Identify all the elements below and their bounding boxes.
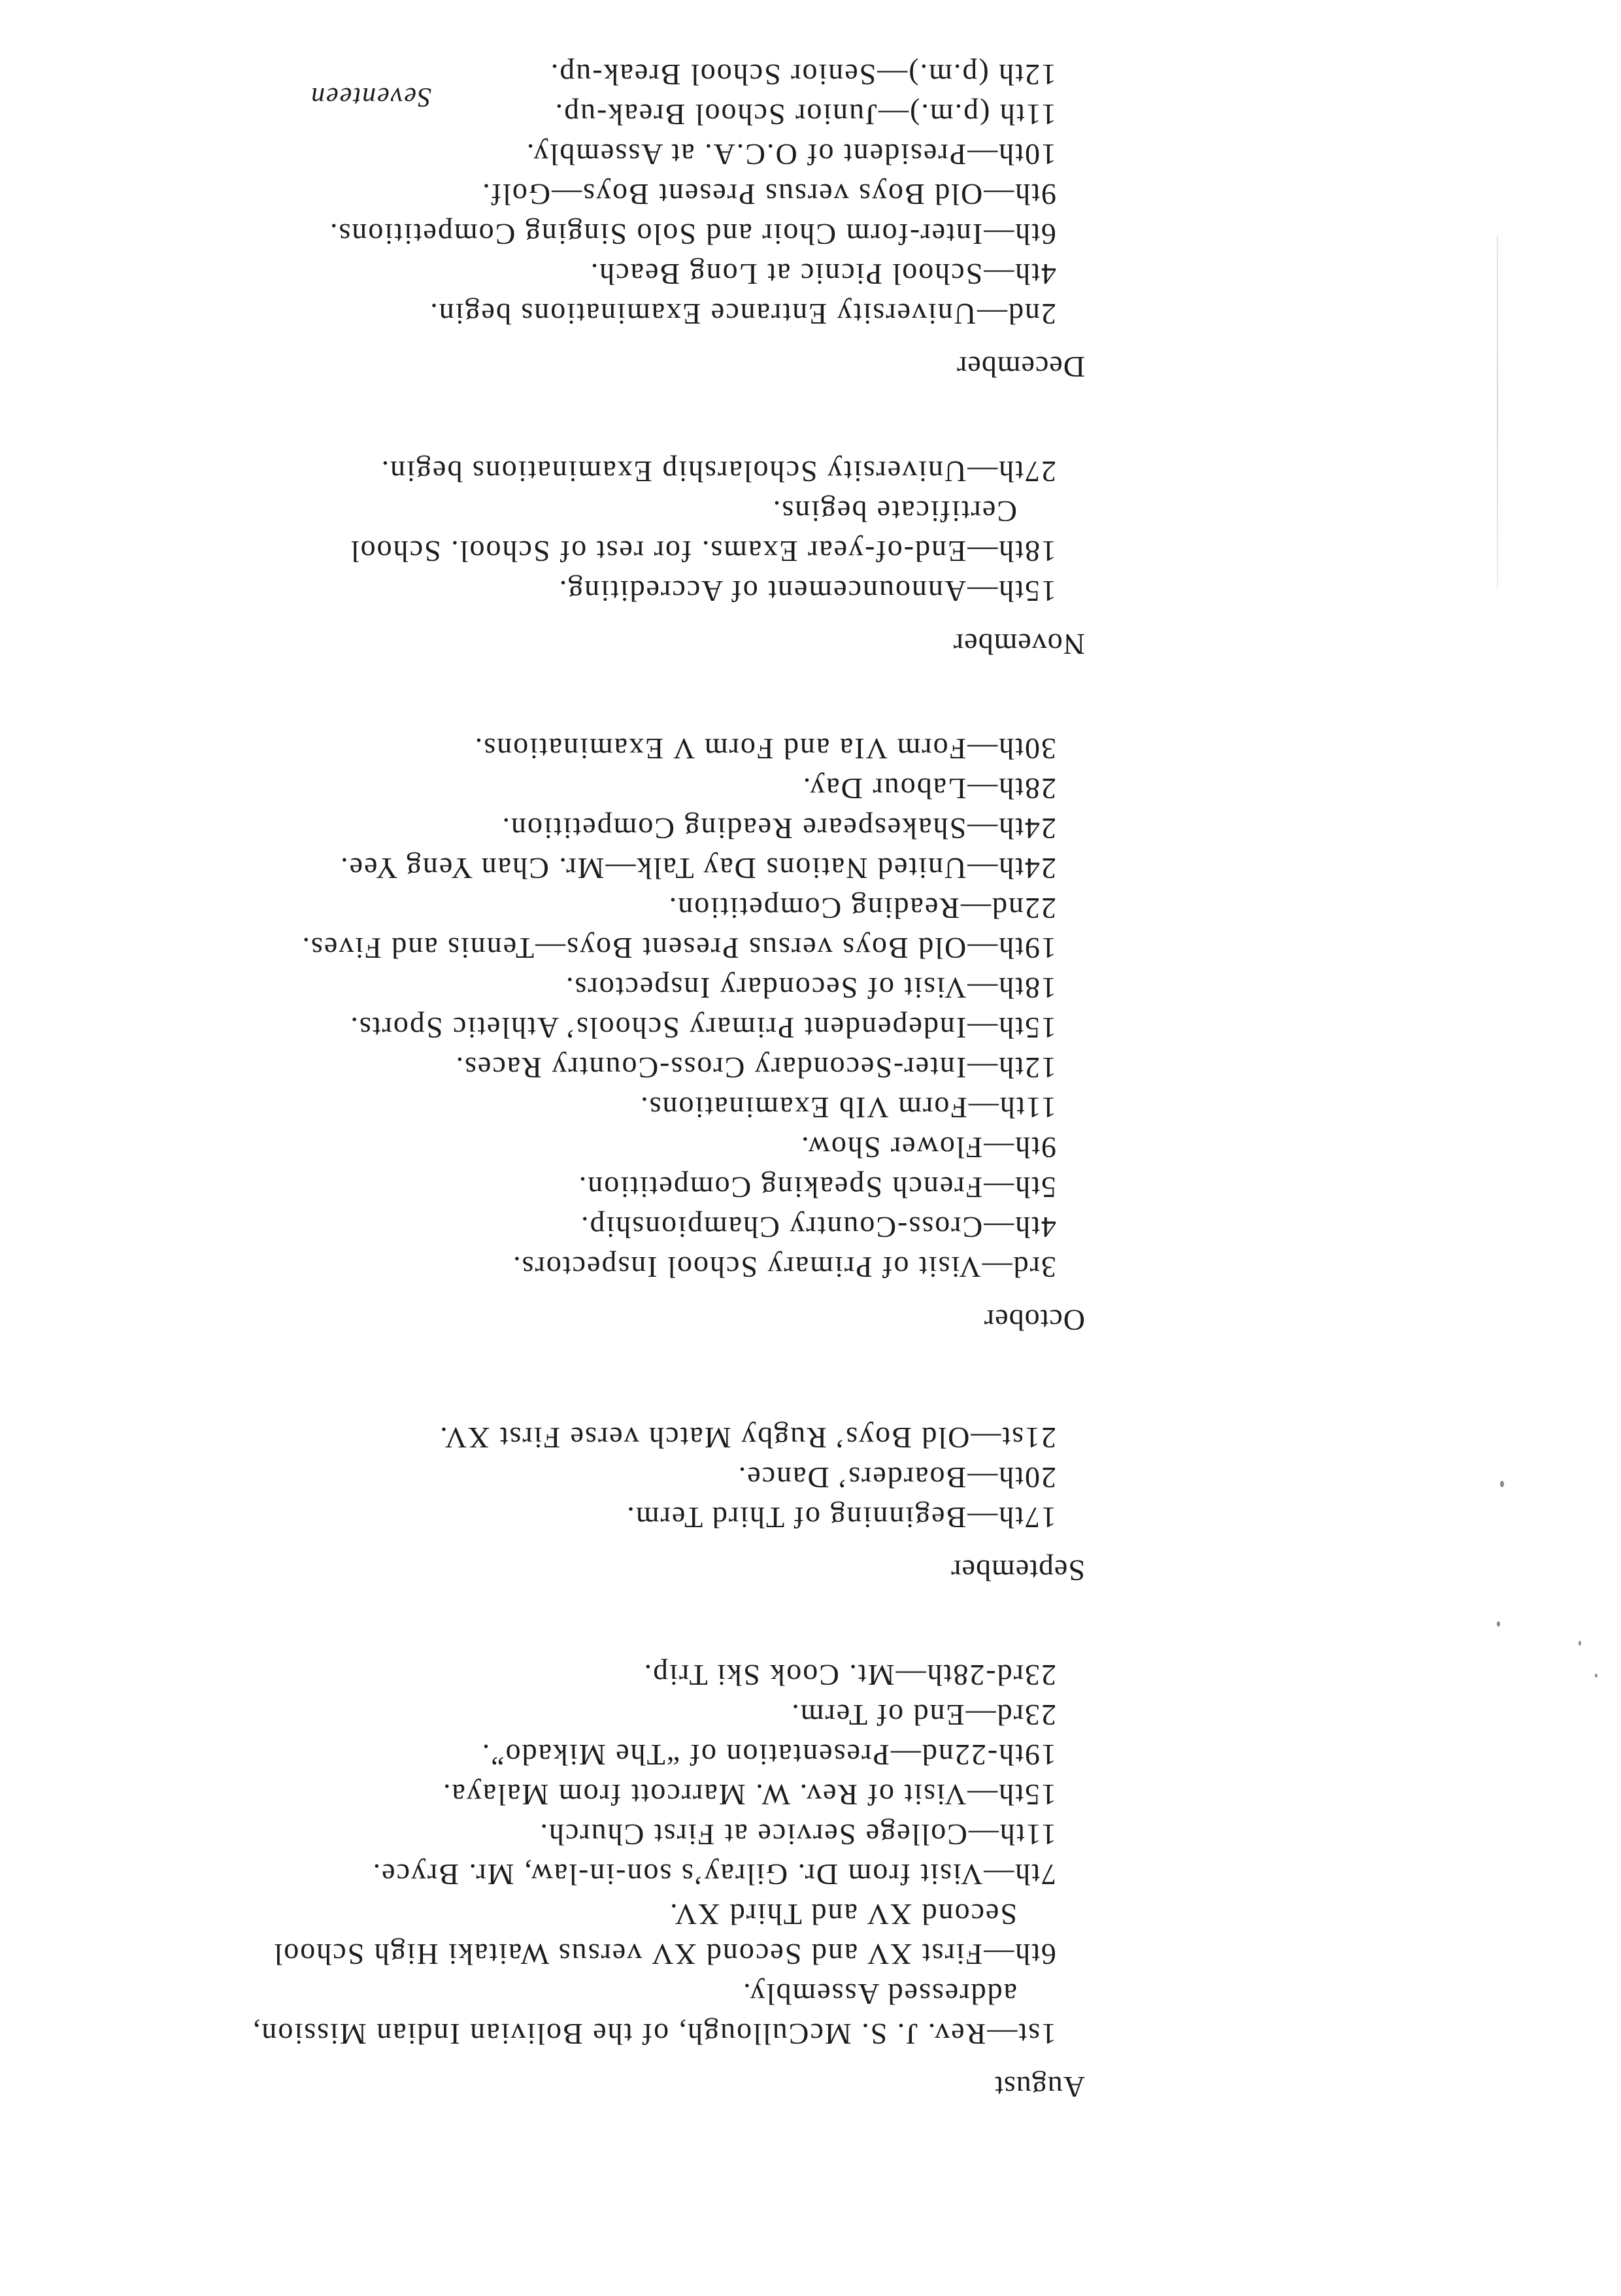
- calendar-entry: 24th—Shakespeare Reading Competition.: [501, 812, 1056, 845]
- calendar-entry: 21st—Old Boys’ Rugby Match verse First XV.: [439, 1421, 1056, 1455]
- calendar-entry: 18th—Visit of Secondary Inspectors.: [564, 971, 1056, 1005]
- month-heading: September: [950, 1554, 1085, 1587]
- calendar-entry: 30th—Form VIa and Form V Examinations.: [473, 732, 1056, 766]
- calendar-entry: 1st—Rev. J. S. McCullough, of the Bolivian Indian Mission, addressed Assembly.: [251, 1978, 1056, 2051]
- calendar-entry: 23rd-28th—Mt. Cook Ski Trip.: [643, 1659, 1056, 1692]
- month-heading: November: [952, 628, 1085, 661]
- calendar-entry: 15th—Announcement of Accrediting.: [558, 575, 1056, 608]
- calendar-entry: 6th—Inter-form Choir and Solo Singing Competitions.: [328, 218, 1056, 251]
- calendar-entry: 11th—College Service at First Church.: [539, 1818, 1056, 1851]
- calendar-entry: 27th—University Scholarship Examinations begin.: [380, 455, 1056, 488]
- calendar-entry: 17th—Beginning of Third Term.: [626, 1501, 1056, 1534]
- calendar-entry: 5th—French Speaking Competition.: [577, 1171, 1056, 1204]
- calendar-entry: 9th—Old Boys versus Present Boys—Golf.: [481, 178, 1056, 211]
- calendar-entry: 12th (p.m.)—Senior School Break-up.: [549, 58, 1056, 92]
- calendar-content: [222, 0, 1085, 2106]
- calendar-entry: 2nd—University Entrance Examinations begin.: [429, 297, 1056, 331]
- calendar-entry: 4th—Cross-Country Championship.: [579, 1211, 1056, 1244]
- page-number: Seventeen: [310, 82, 431, 112]
- month-heading: August: [994, 2070, 1085, 2104]
- calendar-entry: 19th—Old Boys versus Present Boys—Tennis and Fives.: [301, 932, 1056, 965]
- calendar-entry: 6th—First XV and Second XV versus Waitaki High School Second XV and Third XV.: [273, 1898, 1056, 1971]
- month-heading: October: [983, 1304, 1085, 1337]
- calendar-entry: 22nd—Reading Competition.: [667, 892, 1056, 925]
- month-october: [222, 729, 1085, 1340]
- calendar-entry: 24th—United Nations Day Talk—Mr. Chan Yeng Yee.: [339, 852, 1056, 885]
- month-august: [222, 1655, 1085, 2106]
- calendar-entry: 15th—Visit of Rev. W. Marrcott from Malaya.: [441, 1778, 1056, 1812]
- month-september: [222, 1418, 1085, 1590]
- calendar-entry: 7th—Visit from Dr. Gilray’s son-in-law, Mr. Bryce.: [371, 1858, 1056, 1891]
- calendar-entry: 18th—End-of-year Exams. for rest of School. School Certificate begins.: [349, 495, 1056, 568]
- calendar-entry: 11th—Form VIb Examinations.: [639, 1091, 1056, 1124]
- calendar-entry: 28th—Labour Day.: [801, 772, 1056, 805]
- calendar-entry: 4th—School Picnic at Long Beach.: [589, 258, 1056, 291]
- month-november: [222, 452, 1085, 664]
- calendar-entry: 23rd—End of Term.: [790, 1698, 1056, 1732]
- month-heading: December: [956, 350, 1085, 384]
- calendar-entry: 3rd—Visit of Primary School Inspectors.: [512, 1251, 1056, 1284]
- calendar-entry: 12th—Inter-Secondary Cross-Country Races.: [454, 1051, 1056, 1085]
- calendar-entry: 10th—President of O.C.A. at Assembly.: [525, 138, 1056, 171]
- calendar-entry: 20th—Boarders’ Dance.: [737, 1461, 1056, 1494]
- calendar-entry: 11th (p.m.)—Junior School Break-up.: [554, 98, 1056, 131]
- calendar-entry: 9th—Flower Show.: [800, 1131, 1056, 1164]
- calendar-entry: 19th-22nd—Presentation of “The Mikado”.: [480, 1738, 1056, 1772]
- calendar-entry: 15th—Independent Primary Schools’ Athletic Sports.: [349, 1011, 1056, 1045]
